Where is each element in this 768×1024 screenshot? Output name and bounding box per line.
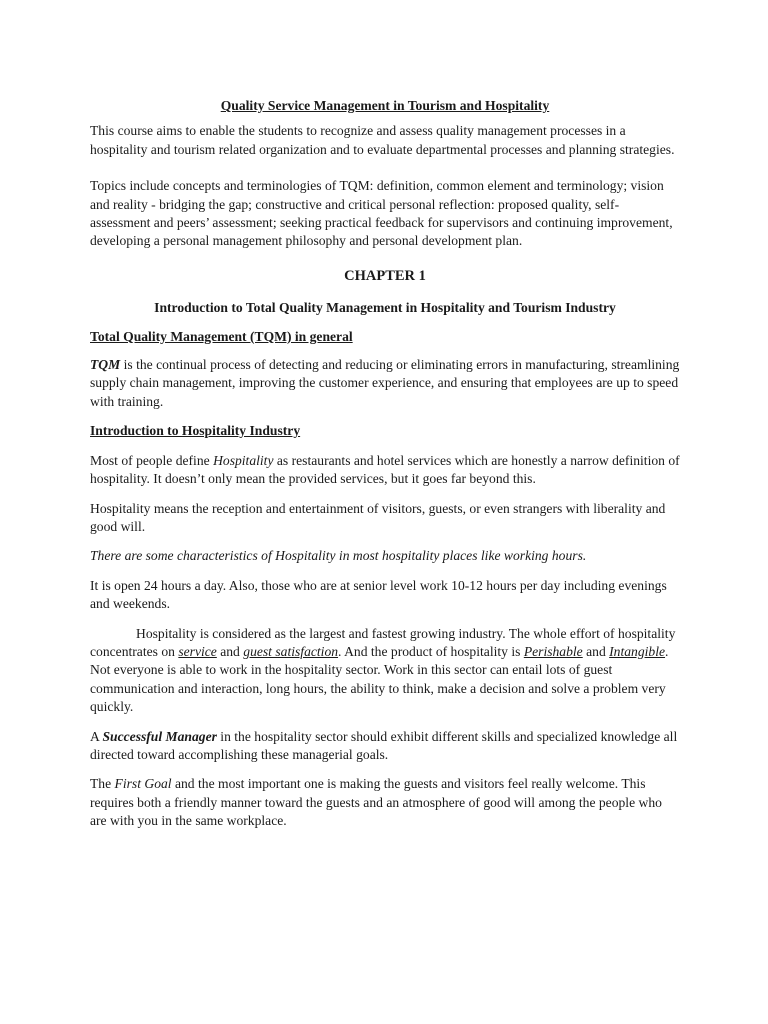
hospitality-term: Hospitality [213, 452, 274, 468]
text-run: Hospitality is considered as the largest and fastest growing industry. The whole effort of hospitality concentrates on [90, 625, 676, 659]
text-run: in the hospitality sector should exhibit different skills and specialized knowledge all directed toward accomplishing these managerial goals. [90, 728, 678, 762]
chapter-title: Introduction to Total Quality Management in Hospitality and Tourism Industry [154, 300, 616, 316]
text-run: and the most important one is making the guests and visitors feel really welcome. This requires both a friendly manner toward the guests and an atmosphere of good will among the people who are with you in the same workplace. [90, 776, 662, 829]
tqm-term: TQM [90, 357, 121, 373]
service-term: service [178, 643, 217, 659]
document-page [90, 97, 680, 831]
intangible-term: Intangible [609, 643, 666, 659]
tqm-definition-text: is the continual process of detecting and reducing or eliminating errors in manufacturing, streamlining supply chain management, improving the customer experience, and ensuring that employees are up to speed with training. [90, 357, 680, 409]
text-run: Most of people define [90, 452, 214, 468]
guest-satisfaction-term: guest satisfaction [243, 643, 339, 659]
text-run: as restaurants and hotel services which are honestly a narrow definition of hospitality. It doesn’t only mean the provided services, but it goes far beyond this. [90, 452, 680, 487]
first-goal-term: First Goal [114, 776, 172, 792]
first-goal-paragraph [90, 775, 680, 830]
tqm-section-heading: Total Quality Management (TQM) in general [90, 328, 353, 344]
industry-paragraph [90, 625, 680, 717]
hospitality-definition-paragraph [90, 452, 680, 489]
hospitality-section-heading: Introduction to Hospitality Industry [90, 423, 301, 439]
chapter-heading: CHAPTER 1 [344, 267, 426, 284]
successful-manager-paragraph [90, 728, 680, 765]
course-intro-paragraph: This course aims to enable the students to recognize and assess quality management processes in a hospitality and tourism related organization and to evaluate departmental processes and planning strategies. [90, 123, 675, 157]
text-run: and [216, 643, 244, 659]
perishable-term: Perishable [523, 643, 583, 659]
document-title: Quality Service Management in Tourism and Hospitality [220, 98, 550, 113]
text-run: . Not everyone is able to work in the hospitality sector. Work in this sector can entail lots of guest communication and interaction, long hours, the ability to think, make a decision and solve a problem very quickly. [90, 643, 669, 715]
tqm-definition-paragraph [90, 356, 680, 411]
topics-paragraph: Topics include concepts and terminologies of TQM: definition, common element and terminology; vision and reality - bridging the gap; constructive and critical personal reflection: proposed quality, self- assessment and peers’ assessment; seeking practical feedback for supervisors and continuing improvement, developing a personal management philosophy and personal development plan. [90, 178, 673, 249]
text-run: A [90, 728, 103, 744]
working-hours-paragraph: It is open 24 hours a day. Also, those who are at senior level work 10-12 hours per day including evenings and weekends. [90, 577, 667, 612]
text-run: and [582, 643, 610, 659]
characteristics-paragraph: There are some characteristics of Hospitality in most hospitality places like working hours. [90, 548, 587, 564]
successful-manager-term: Successful Manager [102, 728, 217, 744]
text-run: . And the product of hospitality is [338, 643, 524, 659]
hospitality-meaning-paragraph: Hospitality means the reception and entertainment of visitors, guests, or even strangers with liberality and good will. [90, 500, 666, 534]
text-run: The [90, 776, 115, 792]
